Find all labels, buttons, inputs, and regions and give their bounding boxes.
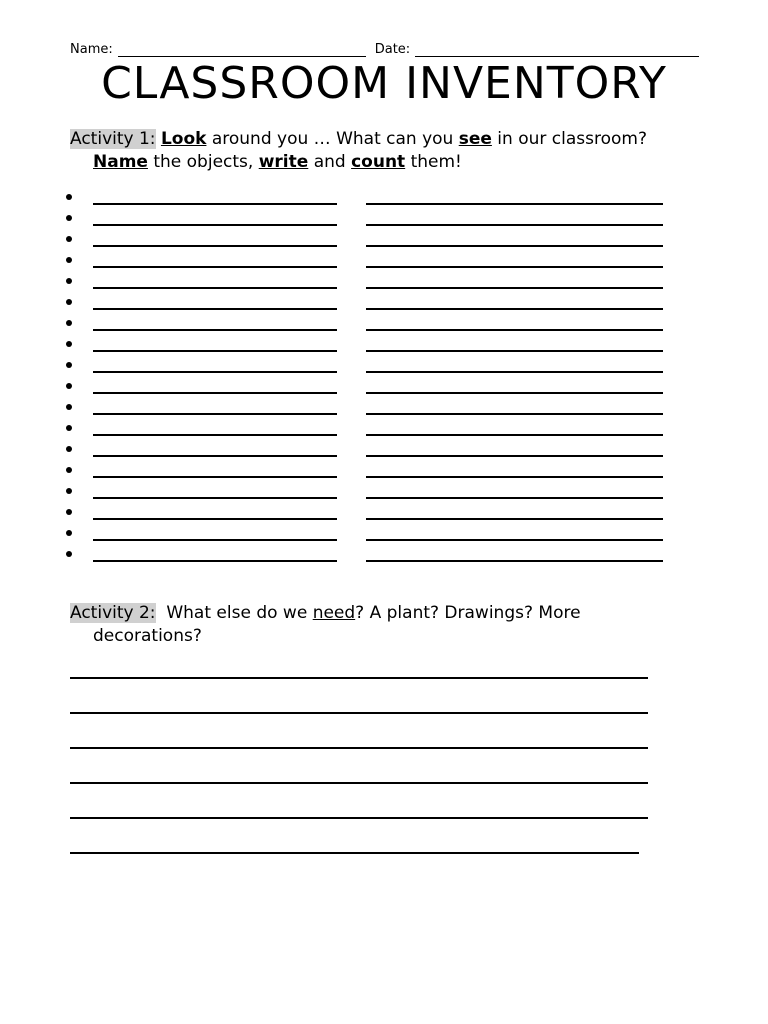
bullet-icon bbox=[66, 551, 72, 557]
date-field[interactable] bbox=[415, 44, 699, 57]
writing-line[interactable] bbox=[70, 782, 648, 784]
bullet-icon bbox=[66, 530, 72, 536]
inventory-answer-line-right[interactable] bbox=[366, 455, 663, 457]
inventory-answer-line-left[interactable] bbox=[93, 266, 337, 268]
activity-2-instructions bbox=[70, 602, 710, 648]
writing-line[interactable] bbox=[70, 747, 648, 749]
inventory-answer-line-left[interactable] bbox=[93, 497, 337, 499]
bullet-icon bbox=[66, 362, 72, 368]
inventory-answer-line-right[interactable] bbox=[366, 203, 663, 205]
writing-line[interactable] bbox=[70, 677, 648, 679]
bullet-icon bbox=[66, 446, 72, 452]
inventory-answer-line-left[interactable] bbox=[93, 203, 337, 205]
inventory-answer-line-left[interactable] bbox=[93, 476, 337, 478]
bullet-icon bbox=[66, 194, 72, 200]
inventory-answer-line-right[interactable] bbox=[366, 539, 663, 541]
inventory-answer-line-left[interactable] bbox=[93, 329, 337, 331]
bullet-icon bbox=[66, 509, 72, 515]
bullet-icon bbox=[66, 278, 72, 284]
activity-2-text-2: decorations? bbox=[93, 626, 202, 646]
bullet-icon bbox=[66, 341, 72, 347]
bullet-icon bbox=[66, 236, 72, 242]
inventory-answer-line-left[interactable] bbox=[93, 308, 337, 310]
name-label: Name: bbox=[70, 42, 113, 57]
writing-line[interactable] bbox=[70, 817, 648, 819]
activity-1-line-1 bbox=[70, 128, 710, 151]
bullet-icon bbox=[66, 467, 72, 473]
bullet-icon bbox=[66, 257, 72, 263]
activity-1-text-1 bbox=[161, 129, 647, 149]
bullet-icon bbox=[66, 425, 72, 431]
inventory-answer-line-right[interactable] bbox=[366, 392, 663, 394]
inventory-answer-line-left[interactable] bbox=[93, 434, 337, 436]
inventory-answer-line-left[interactable] bbox=[93, 560, 337, 562]
name-field[interactable] bbox=[118, 44, 366, 57]
inventory-answer-line-left[interactable] bbox=[93, 224, 337, 226]
inventory-answer-line-right[interactable] bbox=[366, 476, 663, 478]
inventory-answer-line-right[interactable] bbox=[366, 287, 663, 289]
emphasized-word: count bbox=[351, 152, 406, 172]
bullet-icon bbox=[66, 215, 72, 221]
activity-2-line-1 bbox=[70, 602, 710, 625]
inventory-answer-line-left[interactable] bbox=[93, 455, 337, 457]
instruction-text: What else do we bbox=[166, 603, 313, 623]
inventory-answer-line-right[interactable] bbox=[366, 308, 663, 310]
date-label: Date: bbox=[374, 42, 411, 57]
inventory-answer-line-left[interactable] bbox=[93, 350, 337, 352]
emphasized-word: write bbox=[258, 152, 309, 172]
inventory-answer-line-right[interactable] bbox=[366, 434, 663, 436]
activity-1-text-2 bbox=[70, 151, 710, 174]
inventory-answer-line-left[interactable] bbox=[93, 371, 337, 373]
page-title: CLASSROOM INVENTORY bbox=[101, 58, 667, 109]
emphasized-word: Name bbox=[93, 152, 148, 172]
inventory-answer-line-right[interactable] bbox=[366, 245, 663, 247]
bullet-icon bbox=[66, 320, 72, 326]
inventory-answer-line-right[interactable] bbox=[366, 413, 663, 415]
instruction-text: them! bbox=[405, 152, 462, 172]
writing-line[interactable] bbox=[70, 852, 639, 854]
inventory-answer-line-right[interactable] bbox=[366, 329, 663, 331]
inventory-answer-line-left[interactable] bbox=[93, 539, 337, 541]
inventory-answer-line-right[interactable] bbox=[366, 224, 663, 226]
emphasized-word: Look bbox=[160, 129, 207, 149]
inventory-answer-line-right[interactable] bbox=[366, 371, 663, 373]
name-date-header bbox=[70, 42, 710, 57]
instruction-text: in our classroom? bbox=[491, 129, 647, 149]
inventory-answer-line-right[interactable] bbox=[366, 350, 663, 352]
inventory-answer-line-left[interactable] bbox=[93, 518, 337, 520]
bullet-icon bbox=[66, 488, 72, 494]
emphasized-word: need bbox=[312, 603, 356, 623]
activity-1-instructions bbox=[70, 128, 710, 174]
activity-1-label: Activity 1: bbox=[70, 129, 156, 149]
instruction-text: the objects, bbox=[147, 152, 259, 172]
bullet-icon bbox=[66, 299, 72, 305]
bullet-icon bbox=[66, 404, 72, 410]
inventory-answer-line-left[interactable] bbox=[93, 392, 337, 394]
emphasized-word: see bbox=[458, 129, 492, 149]
inventory-answer-line-left[interactable] bbox=[93, 245, 337, 247]
instruction-text: ? A plant? Drawings? More bbox=[355, 603, 581, 623]
inventory-answer-line-left[interactable] bbox=[93, 413, 337, 415]
inventory-answer-line-right[interactable] bbox=[366, 518, 663, 520]
activity-2-text-1 bbox=[166, 603, 580, 623]
inventory-answer-line-right[interactable] bbox=[366, 560, 663, 562]
inventory-answer-line-left[interactable] bbox=[93, 287, 337, 289]
instruction-text: and bbox=[308, 152, 352, 172]
activity-2-label: Activity 2: bbox=[70, 603, 156, 623]
bullet-icon bbox=[66, 383, 72, 389]
inventory-answer-line-right[interactable] bbox=[366, 497, 663, 499]
instruction-text: around you … What can you bbox=[206, 129, 459, 149]
inventory-answer-line-right[interactable] bbox=[366, 266, 663, 268]
writing-line[interactable] bbox=[70, 712, 648, 714]
